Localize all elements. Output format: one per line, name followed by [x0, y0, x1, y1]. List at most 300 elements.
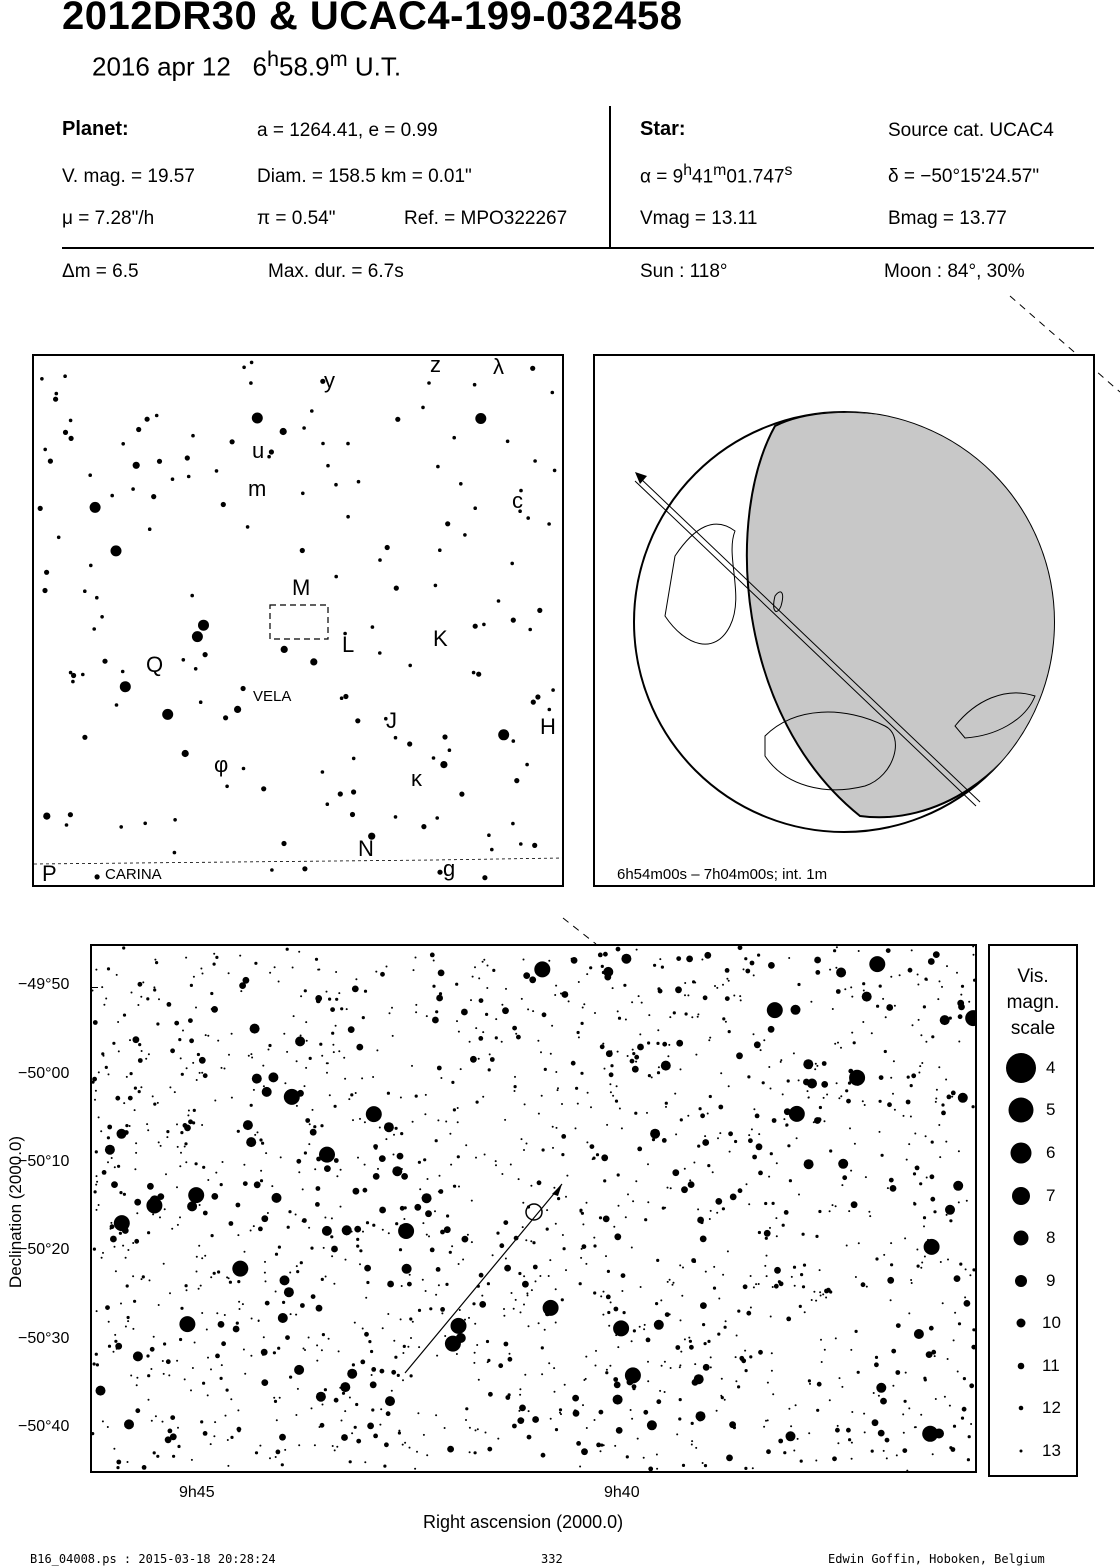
field-star	[332, 1445, 334, 1447]
map-star	[246, 525, 250, 529]
field-star	[287, 1226, 290, 1229]
map-star	[463, 533, 467, 537]
field-star	[753, 1033, 755, 1035]
field-star	[724, 1399, 726, 1401]
field-star	[647, 1041, 650, 1044]
field-star	[335, 1025, 337, 1027]
star-label-K: K	[433, 626, 448, 651]
field-star	[560, 993, 562, 995]
field-star	[945, 1079, 947, 1081]
field-star	[853, 1041, 856, 1044]
field-star	[146, 1123, 148, 1125]
field-star	[278, 981, 280, 983]
legend-markers	[990, 946, 1076, 1475]
field-star	[310, 1247, 313, 1250]
field-star	[407, 1346, 409, 1348]
field-star	[362, 1328, 364, 1330]
map-star	[68, 812, 73, 817]
legend-mag-9: 9	[1046, 1271, 1056, 1290]
field-star	[698, 1417, 703, 1422]
field-star	[583, 1003, 585, 1005]
field-star	[243, 1349, 245, 1351]
map-star	[346, 515, 350, 519]
field-star	[523, 1149, 525, 1151]
field-star	[886, 1004, 893, 1011]
field-star	[797, 1107, 799, 1109]
globe-time-range: 6h54m00s – 7h04m00s; int. 1m	[617, 866, 828, 883]
field-star	[278, 1313, 288, 1323]
field-star	[845, 1089, 848, 1092]
field-star	[728, 1085, 730, 1087]
field-star	[580, 1211, 582, 1213]
field-star	[931, 1035, 934, 1038]
field-star	[125, 1257, 127, 1259]
field-star	[468, 1317, 470, 1319]
field-star	[954, 1275, 961, 1282]
field-star	[158, 1304, 160, 1306]
field-star	[286, 948, 289, 951]
field-star	[530, 1185, 532, 1187]
field-star	[334, 1158, 339, 1163]
field-star	[110, 1222, 112, 1224]
field-star	[741, 1358, 746, 1363]
field-star	[648, 1074, 651, 1077]
field-star	[237, 1429, 240, 1432]
field-star	[972, 1328, 975, 1331]
map-star	[321, 770, 325, 774]
field-star	[600, 1295, 602, 1297]
field-star	[116, 974, 118, 976]
field-star	[355, 978, 357, 980]
field-star	[253, 1225, 255, 1227]
field-star	[881, 1154, 884, 1157]
field-star	[519, 1388, 521, 1390]
star-label-lambda: λ	[493, 354, 504, 379]
map-star	[192, 631, 203, 642]
field-star	[486, 987, 488, 989]
field-star	[665, 1102, 668, 1105]
field-star	[111, 1181, 118, 1188]
field-star	[403, 1345, 406, 1348]
map-star	[182, 658, 186, 662]
field-star	[939, 980, 941, 982]
field-star	[578, 1036, 580, 1038]
field-star	[157, 1193, 164, 1200]
field-star	[107, 1161, 109, 1163]
field-star	[296, 1265, 298, 1267]
field-star	[829, 1210, 831, 1212]
field-star	[674, 1093, 676, 1095]
field-star	[168, 1374, 170, 1376]
field-star	[153, 986, 155, 988]
field-star	[469, 1041, 471, 1043]
field-star	[945, 1141, 947, 1143]
field-star	[128, 1096, 133, 1101]
map-star	[310, 658, 317, 665]
field-star	[904, 1237, 906, 1239]
field-star	[918, 1019, 920, 1021]
field-star	[107, 1125, 112, 1130]
field-star	[458, 1031, 460, 1033]
field-star	[163, 1342, 166, 1345]
field-star	[745, 969, 750, 974]
field-star	[653, 964, 656, 967]
field-star	[346, 1008, 348, 1010]
field-star	[324, 1217, 326, 1219]
field-star	[398, 1431, 401, 1434]
star-bmag: Bmag = 13.77	[888, 208, 1007, 229]
field-star	[478, 1036, 483, 1041]
field-star	[701, 959, 703, 961]
map-star	[43, 813, 50, 820]
field-star	[380, 1408, 382, 1410]
field-star	[474, 1451, 477, 1454]
field-star	[866, 1286, 868, 1288]
field-star	[887, 1277, 894, 1284]
field-star	[697, 1145, 700, 1148]
field-star	[361, 1046, 363, 1048]
field-star	[319, 1426, 321, 1428]
field-star	[555, 985, 557, 987]
field-star	[587, 1092, 589, 1094]
field-star	[451, 1245, 453, 1247]
map-star	[511, 618, 516, 623]
map-star	[40, 377, 44, 381]
field-star	[722, 1017, 725, 1020]
field-star	[697, 1013, 699, 1015]
field-star	[423, 1434, 425, 1436]
field-star	[95, 1090, 97, 1092]
field-star	[366, 1281, 369, 1284]
field-star	[220, 1183, 223, 1186]
map-star	[250, 361, 254, 365]
map-star	[352, 757, 356, 761]
field-star	[670, 1367, 672, 1369]
field-star	[748, 1138, 753, 1143]
field-star	[873, 1392, 875, 1394]
field-star	[397, 1153, 404, 1160]
field-star	[604, 974, 611, 981]
star-source-catalog: Source cat. UCAC4	[888, 120, 1054, 141]
legend-dot-7	[1012, 1187, 1030, 1205]
field-star	[718, 1298, 720, 1300]
field-star	[789, 1106, 805, 1122]
field-star	[774, 1284, 779, 1289]
map-star	[427, 381, 431, 385]
field-star	[424, 1113, 426, 1115]
field-star	[501, 1173, 503, 1175]
field-star	[928, 958, 935, 965]
field-star	[393, 1154, 395, 1156]
field-star	[164, 1208, 166, 1210]
field-star	[179, 1216, 181, 1218]
field-star	[616, 1427, 623, 1434]
field-star	[746, 1311, 751, 1316]
field-star	[606, 1295, 611, 1300]
field-star	[858, 950, 860, 952]
map-star	[173, 818, 177, 822]
field-star	[504, 1265, 511, 1272]
field-star	[917, 1265, 920, 1268]
field-star	[254, 1134, 256, 1136]
field-star	[460, 1068, 462, 1070]
field-star	[864, 1431, 866, 1433]
field-star	[96, 1386, 106, 1396]
field-star	[353, 1188, 360, 1195]
field-star	[210, 1368, 212, 1370]
field-star	[533, 1265, 538, 1270]
field-star	[375, 971, 377, 973]
field-star	[199, 1057, 206, 1064]
field-star	[829, 1399, 831, 1401]
field-star	[813, 1291, 815, 1293]
field-star	[949, 1219, 952, 1222]
field-star	[304, 989, 307, 992]
field-star	[105, 1066, 108, 1069]
map-star	[385, 545, 390, 550]
field-star	[646, 1112, 648, 1114]
field-star	[846, 1099, 851, 1104]
field-star	[342, 1392, 345, 1395]
field-star	[586, 1141, 588, 1143]
field-star	[328, 1338, 330, 1340]
field-star	[758, 1133, 760, 1135]
field-star	[127, 1320, 129, 1322]
field-star	[268, 1044, 271, 1047]
field-star	[561, 1153, 564, 1156]
field-star	[925, 1135, 927, 1137]
field-star	[207, 1179, 209, 1181]
field-star	[528, 1410, 530, 1412]
field-star	[305, 1067, 307, 1069]
field-star	[926, 1177, 928, 1179]
field-star	[394, 1356, 397, 1359]
star-label-M: M	[292, 575, 311, 600]
map-star	[472, 671, 476, 675]
star-label-kappa: κ	[411, 766, 422, 791]
field-star	[565, 1196, 567, 1198]
field-star	[523, 959, 525, 961]
field-star	[501, 1004, 503, 1006]
field-star	[676, 1040, 683, 1047]
field-star	[380, 972, 385, 977]
field-star	[810, 1001, 812, 1003]
field-star	[437, 1066, 442, 1071]
planet-reference: Ref. = MPO322267	[404, 208, 568, 229]
field-star	[679, 1264, 681, 1266]
map-star	[151, 494, 156, 499]
map-star	[435, 816, 439, 820]
field-star	[344, 1410, 346, 1412]
field-star	[186, 1289, 188, 1291]
field-star	[855, 1276, 857, 1278]
field-star	[581, 1022, 584, 1025]
field-star	[920, 1034, 922, 1036]
field-star	[848, 1438, 851, 1441]
field-star	[387, 1092, 390, 1095]
field-star	[709, 1218, 711, 1220]
field-star	[939, 1156, 941, 1158]
field-star	[132, 1328, 134, 1330]
field-star	[548, 960, 550, 962]
field-star	[487, 965, 489, 967]
field-star	[946, 1214, 948, 1216]
field-star	[627, 1379, 634, 1386]
field-star	[402, 1444, 404, 1446]
field-star	[562, 991, 569, 998]
dec-tick-1	[90, 987, 98, 988]
field-star	[422, 1279, 424, 1281]
field-star	[961, 1417, 964, 1420]
field-star	[708, 1039, 710, 1041]
field-star	[687, 994, 689, 996]
field-star	[271, 1185, 273, 1187]
field-star	[750, 961, 755, 966]
field-star	[94, 1099, 96, 1101]
field-star	[904, 1400, 907, 1403]
field-star	[815, 1063, 817, 1065]
field-star	[340, 1382, 350, 1392]
map-star	[498, 729, 509, 740]
field-star	[747, 1075, 750, 1078]
map-star	[351, 789, 356, 794]
star-label-N: N	[358, 836, 374, 861]
field-star	[103, 1004, 105, 1006]
map-star	[334, 483, 338, 487]
field-star	[119, 1232, 122, 1235]
field-star	[899, 974, 901, 976]
field-star	[553, 1367, 555, 1369]
field-star	[156, 1022, 159, 1025]
field-star	[886, 1457, 888, 1459]
field-star	[682, 1267, 684, 1269]
field-star	[274, 1400, 277, 1403]
field-star	[333, 1051, 335, 1053]
star-label-c: c	[512, 488, 523, 513]
field-star	[118, 1050, 120, 1052]
field-star	[115, 1270, 117, 1272]
field-star	[444, 1427, 446, 1429]
field-star	[393, 1340, 395, 1342]
field-star	[338, 1350, 340, 1352]
field-star	[602, 1314, 604, 1316]
field-star	[166, 1136, 168, 1138]
field-star	[594, 1419, 596, 1421]
field-star	[434, 1210, 436, 1212]
field-star	[892, 1385, 894, 1387]
field-star	[689, 1179, 691, 1181]
field-star	[514, 1076, 516, 1078]
field-star	[439, 992, 442, 995]
field-star	[578, 981, 580, 983]
field-star	[758, 1283, 760, 1285]
field-star	[707, 1340, 710, 1343]
legend-mag-7: 7	[1046, 1186, 1056, 1205]
field-star	[196, 1079, 198, 1081]
planet-parallax: π = 0.54"	[257, 208, 336, 229]
field-star	[159, 1216, 161, 1218]
field-star	[688, 1181, 695, 1188]
field-star	[462, 1259, 464, 1261]
field-star	[656, 1259, 659, 1262]
field-star	[331, 1032, 334, 1035]
field-star	[890, 1299, 892, 1301]
field-star	[748, 1203, 750, 1205]
field-star	[198, 1288, 200, 1290]
field-star	[213, 953, 215, 955]
map-star	[548, 708, 552, 712]
field-star	[283, 1033, 285, 1035]
field-star	[391, 1007, 393, 1009]
field-star	[716, 1410, 718, 1412]
field-star	[236, 1322, 239, 1325]
field-star	[796, 1137, 798, 1139]
field-star	[335, 971, 337, 973]
field-star	[393, 1134, 395, 1136]
map-star	[326, 802, 330, 806]
field-star	[123, 1102, 125, 1104]
event-date: 2016 apr 12	[92, 51, 231, 82]
field-star	[662, 1138, 667, 1143]
field-star	[349, 1397, 351, 1399]
field-star	[555, 1071, 557, 1073]
field-star	[221, 1341, 226, 1346]
field-star	[585, 1378, 587, 1380]
field-star	[721, 1378, 723, 1380]
field-star	[524, 1374, 526, 1376]
field-star	[355, 1092, 357, 1094]
field-star	[824, 1349, 826, 1351]
field-star	[317, 969, 319, 971]
field-star	[839, 1377, 841, 1379]
field-star	[885, 1016, 887, 1018]
field-star	[921, 1062, 923, 1064]
field-star	[601, 1154, 608, 1161]
field-star	[684, 1168, 686, 1170]
field-star	[934, 1355, 936, 1357]
field-star	[582, 1223, 584, 1225]
field-star	[668, 1044, 670, 1046]
field-star	[635, 1180, 637, 1182]
field-star	[147, 1183, 154, 1190]
field-star	[461, 1009, 468, 1016]
field-star	[458, 1263, 460, 1265]
map-star	[95, 874, 100, 879]
field-star	[816, 1409, 819, 1412]
field-star	[868, 1211, 870, 1213]
map-star	[350, 812, 355, 817]
map-star	[537, 608, 542, 613]
field-star	[364, 990, 367, 993]
field-star	[364, 1121, 366, 1123]
field-star	[946, 965, 948, 967]
star-label-z: z	[430, 354, 441, 377]
field-star	[458, 1186, 460, 1188]
field-star	[553, 1187, 555, 1189]
field-star	[246, 1137, 256, 1147]
field-star	[908, 1143, 910, 1145]
field-star	[878, 1395, 880, 1397]
field-star	[315, 995, 322, 1002]
field-star	[371, 1408, 374, 1411]
field-star	[495, 1036, 498, 1039]
x-axis-label: Right ascension (2000.0)	[423, 1512, 624, 1532]
field-star	[330, 1007, 335, 1012]
field-star	[215, 1354, 220, 1359]
field-star	[687, 1115, 689, 1117]
field-star	[487, 1359, 490, 1362]
legend-title-3: scale	[1010, 1018, 1056, 1039]
